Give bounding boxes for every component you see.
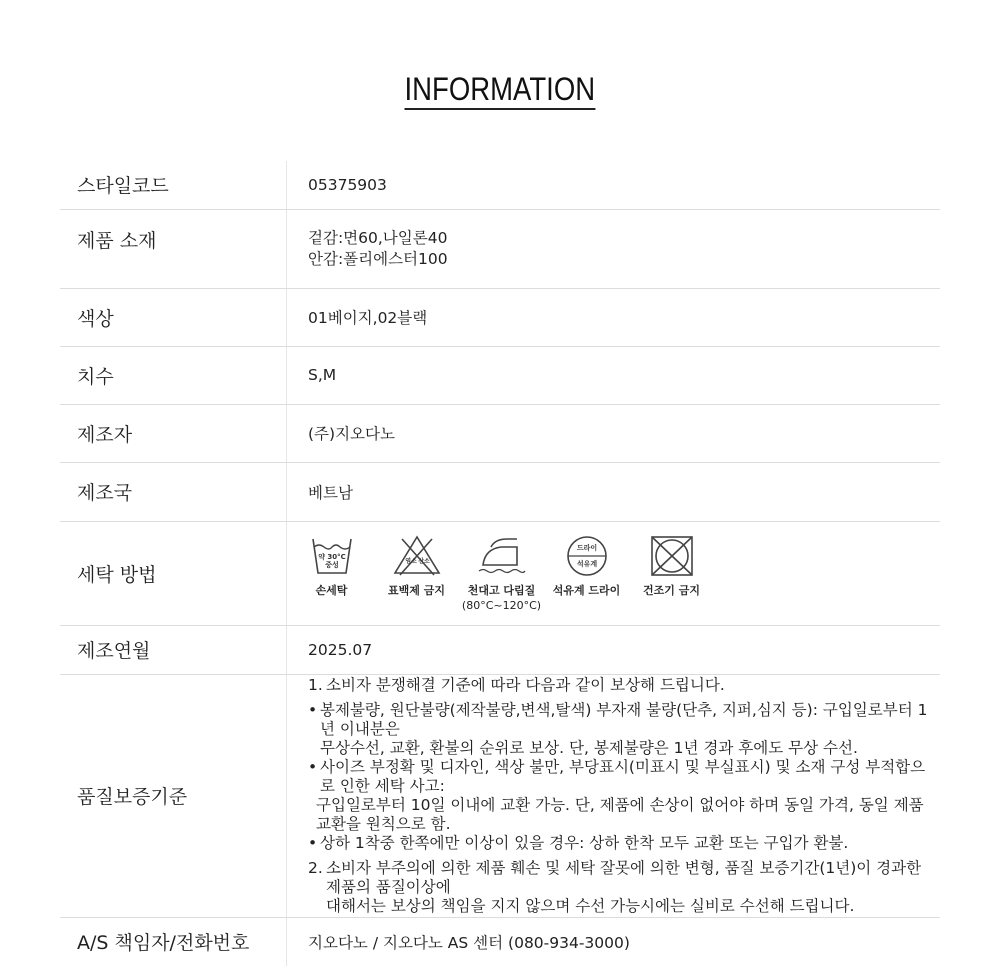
caption-iron-temp: (80°C~120°C) bbox=[461, 599, 542, 612]
label-color: 색상 bbox=[60, 288, 287, 346]
bullet-dot: • bbox=[308, 833, 318, 852]
label-quality: 품질보증기준 bbox=[60, 674, 287, 917]
material-outer: 겉감:면60,나일론40 bbox=[308, 228, 448, 247]
care-dry-clean bbox=[544, 535, 629, 613]
bullet-dot: • bbox=[308, 757, 318, 776]
value-color: 01베이지,02블랙 bbox=[287, 288, 941, 346]
quality-item-2-line2: 대해서는 보상의 책임을 지지 않으며 수선 가능시에는 실비로 수선해 드립니다. bbox=[326, 896, 855, 915]
quality-item-2 bbox=[308, 859, 939, 916]
label-date: 제조연월 bbox=[60, 625, 287, 674]
quality-bullet-1-line1: 봉제불량, 원단불량(제작불량,변색,탈색) 부자재 불량(단추, 지퍼,심지 등): 구입일로부터 1년 이내분은 bbox=[320, 700, 928, 738]
row-color bbox=[60, 288, 940, 346]
care-hand-wash bbox=[289, 535, 374, 613]
material-inner: 안감:폴리에스터100 bbox=[308, 249, 448, 268]
no-bleach-icon bbox=[392, 535, 442, 577]
no-tumble-dry-icon bbox=[650, 535, 694, 577]
row-size bbox=[60, 346, 940, 404]
label-country: 제조국 bbox=[60, 462, 287, 521]
label-washing: 세탁 방법 bbox=[60, 521, 287, 625]
quality-item-1 bbox=[308, 676, 939, 695]
page-title: INFORMATION bbox=[405, 72, 596, 110]
row-style-code bbox=[60, 161, 940, 209]
hand-wash-temp: 약 30°C bbox=[317, 553, 346, 561]
quality-item-2-num: 2. bbox=[308, 858, 323, 877]
care-no-tumble-dry bbox=[629, 535, 714, 613]
label-maker: 제조자 bbox=[60, 404, 287, 462]
iron-cloth-icon bbox=[477, 535, 527, 577]
dry-clean-solvent: 석유계 bbox=[576, 560, 597, 568]
care-icons bbox=[289, 535, 939, 613]
value-maker: (주)지오다노 bbox=[287, 404, 941, 462]
hand-wash-detergent: 중성 bbox=[324, 561, 339, 569]
caption-no-tumble-dry: 건조기 금지 bbox=[643, 584, 700, 597]
care-iron bbox=[459, 535, 544, 613]
quality-bullet-1 bbox=[308, 701, 939, 758]
dry-clean-label: 드라이 bbox=[576, 544, 597, 552]
dry-clean-petroleum-icon bbox=[565, 535, 609, 577]
quality-bullet-1-line2: 무상수선, 교환, 환불의 순위로 보상. 단, 봉제불량은 1년 경과 후에도 무상 수선. bbox=[320, 738, 858, 757]
quality-item-1-num: 1. bbox=[308, 675, 323, 694]
label-size: 치수 bbox=[60, 346, 287, 404]
bleach-oxygen: 산소 bbox=[417, 558, 430, 565]
bullet-dot: • bbox=[308, 700, 318, 719]
row-as bbox=[60, 917, 940, 966]
value-date: 2025.07 bbox=[287, 625, 941, 674]
value-as: 지오다노 / 지오다노 AS 센터 (080-934-3000) bbox=[308, 933, 630, 952]
row-washing bbox=[60, 521, 940, 625]
quality-bullet-2 bbox=[308, 758, 939, 834]
quality-bullet-3 bbox=[308, 834, 939, 853]
quality-bullet-2-line2: 구입일로부터 10일 이내에 교환 가능. 단, 제품에 손상이 없어야 하며 동일 가격, 동일 제품 교환을 원칙으로 함. bbox=[316, 795, 924, 833]
quality-bullet-2-line1: 사이즈 부정확 및 디자인, 색상 불만, 부당표시(미표시 및 부실표시) 및 소재 구성 부적합으로 인한 세탁 사고: bbox=[320, 757, 926, 795]
quality-item-2-line1: 소비자 부주의에 의한 제품 훼손 및 세탁 잘못에 의한 변형, 품질 보증기간(1년)이 경과한 제품의 품질이상에 bbox=[326, 858, 922, 896]
care-no-bleach bbox=[374, 535, 459, 613]
row-date bbox=[60, 625, 940, 674]
row-material bbox=[60, 209, 940, 288]
label-style-code: 스타일코드 bbox=[60, 161, 287, 209]
info-table bbox=[60, 161, 940, 966]
value-quality bbox=[287, 674, 941, 917]
value-material bbox=[287, 209, 941, 288]
value-washing bbox=[287, 521, 941, 625]
value-size: S,M bbox=[287, 346, 941, 404]
label-as: A/S 책임자/전화번호 bbox=[60, 917, 287, 966]
row-quality bbox=[60, 674, 940, 917]
value-style-code: 05375903 bbox=[287, 161, 941, 209]
title-wrap bbox=[0, 0, 1000, 107]
quality-item-1-text: 소비자 분쟁해결 기준에 따라 다음과 같이 보상해 드립니다. bbox=[326, 675, 725, 694]
value-country: 베트남 bbox=[287, 462, 941, 521]
caption-no-bleach: 표백제 금지 bbox=[388, 584, 445, 597]
caption-hand-wash: 손세탁 bbox=[315, 584, 348, 597]
row-country bbox=[60, 462, 940, 521]
caption-iron: 천대고 다림질 bbox=[467, 584, 536, 597]
caption-dry-clean: 석유계 드라이 bbox=[552, 584, 621, 597]
row-maker bbox=[60, 404, 940, 462]
quality-bullet-3-line1: 상하 1착중 한쪽에만 이상이 있을 경우: 상하 한착 모두 교환 또는 구입가 환불. bbox=[320, 833, 849, 852]
bleach-chlorine: 염소 bbox=[404, 558, 417, 565]
hand-wash-icon bbox=[310, 535, 354, 577]
label-material: 제품 소재 bbox=[60, 209, 287, 288]
